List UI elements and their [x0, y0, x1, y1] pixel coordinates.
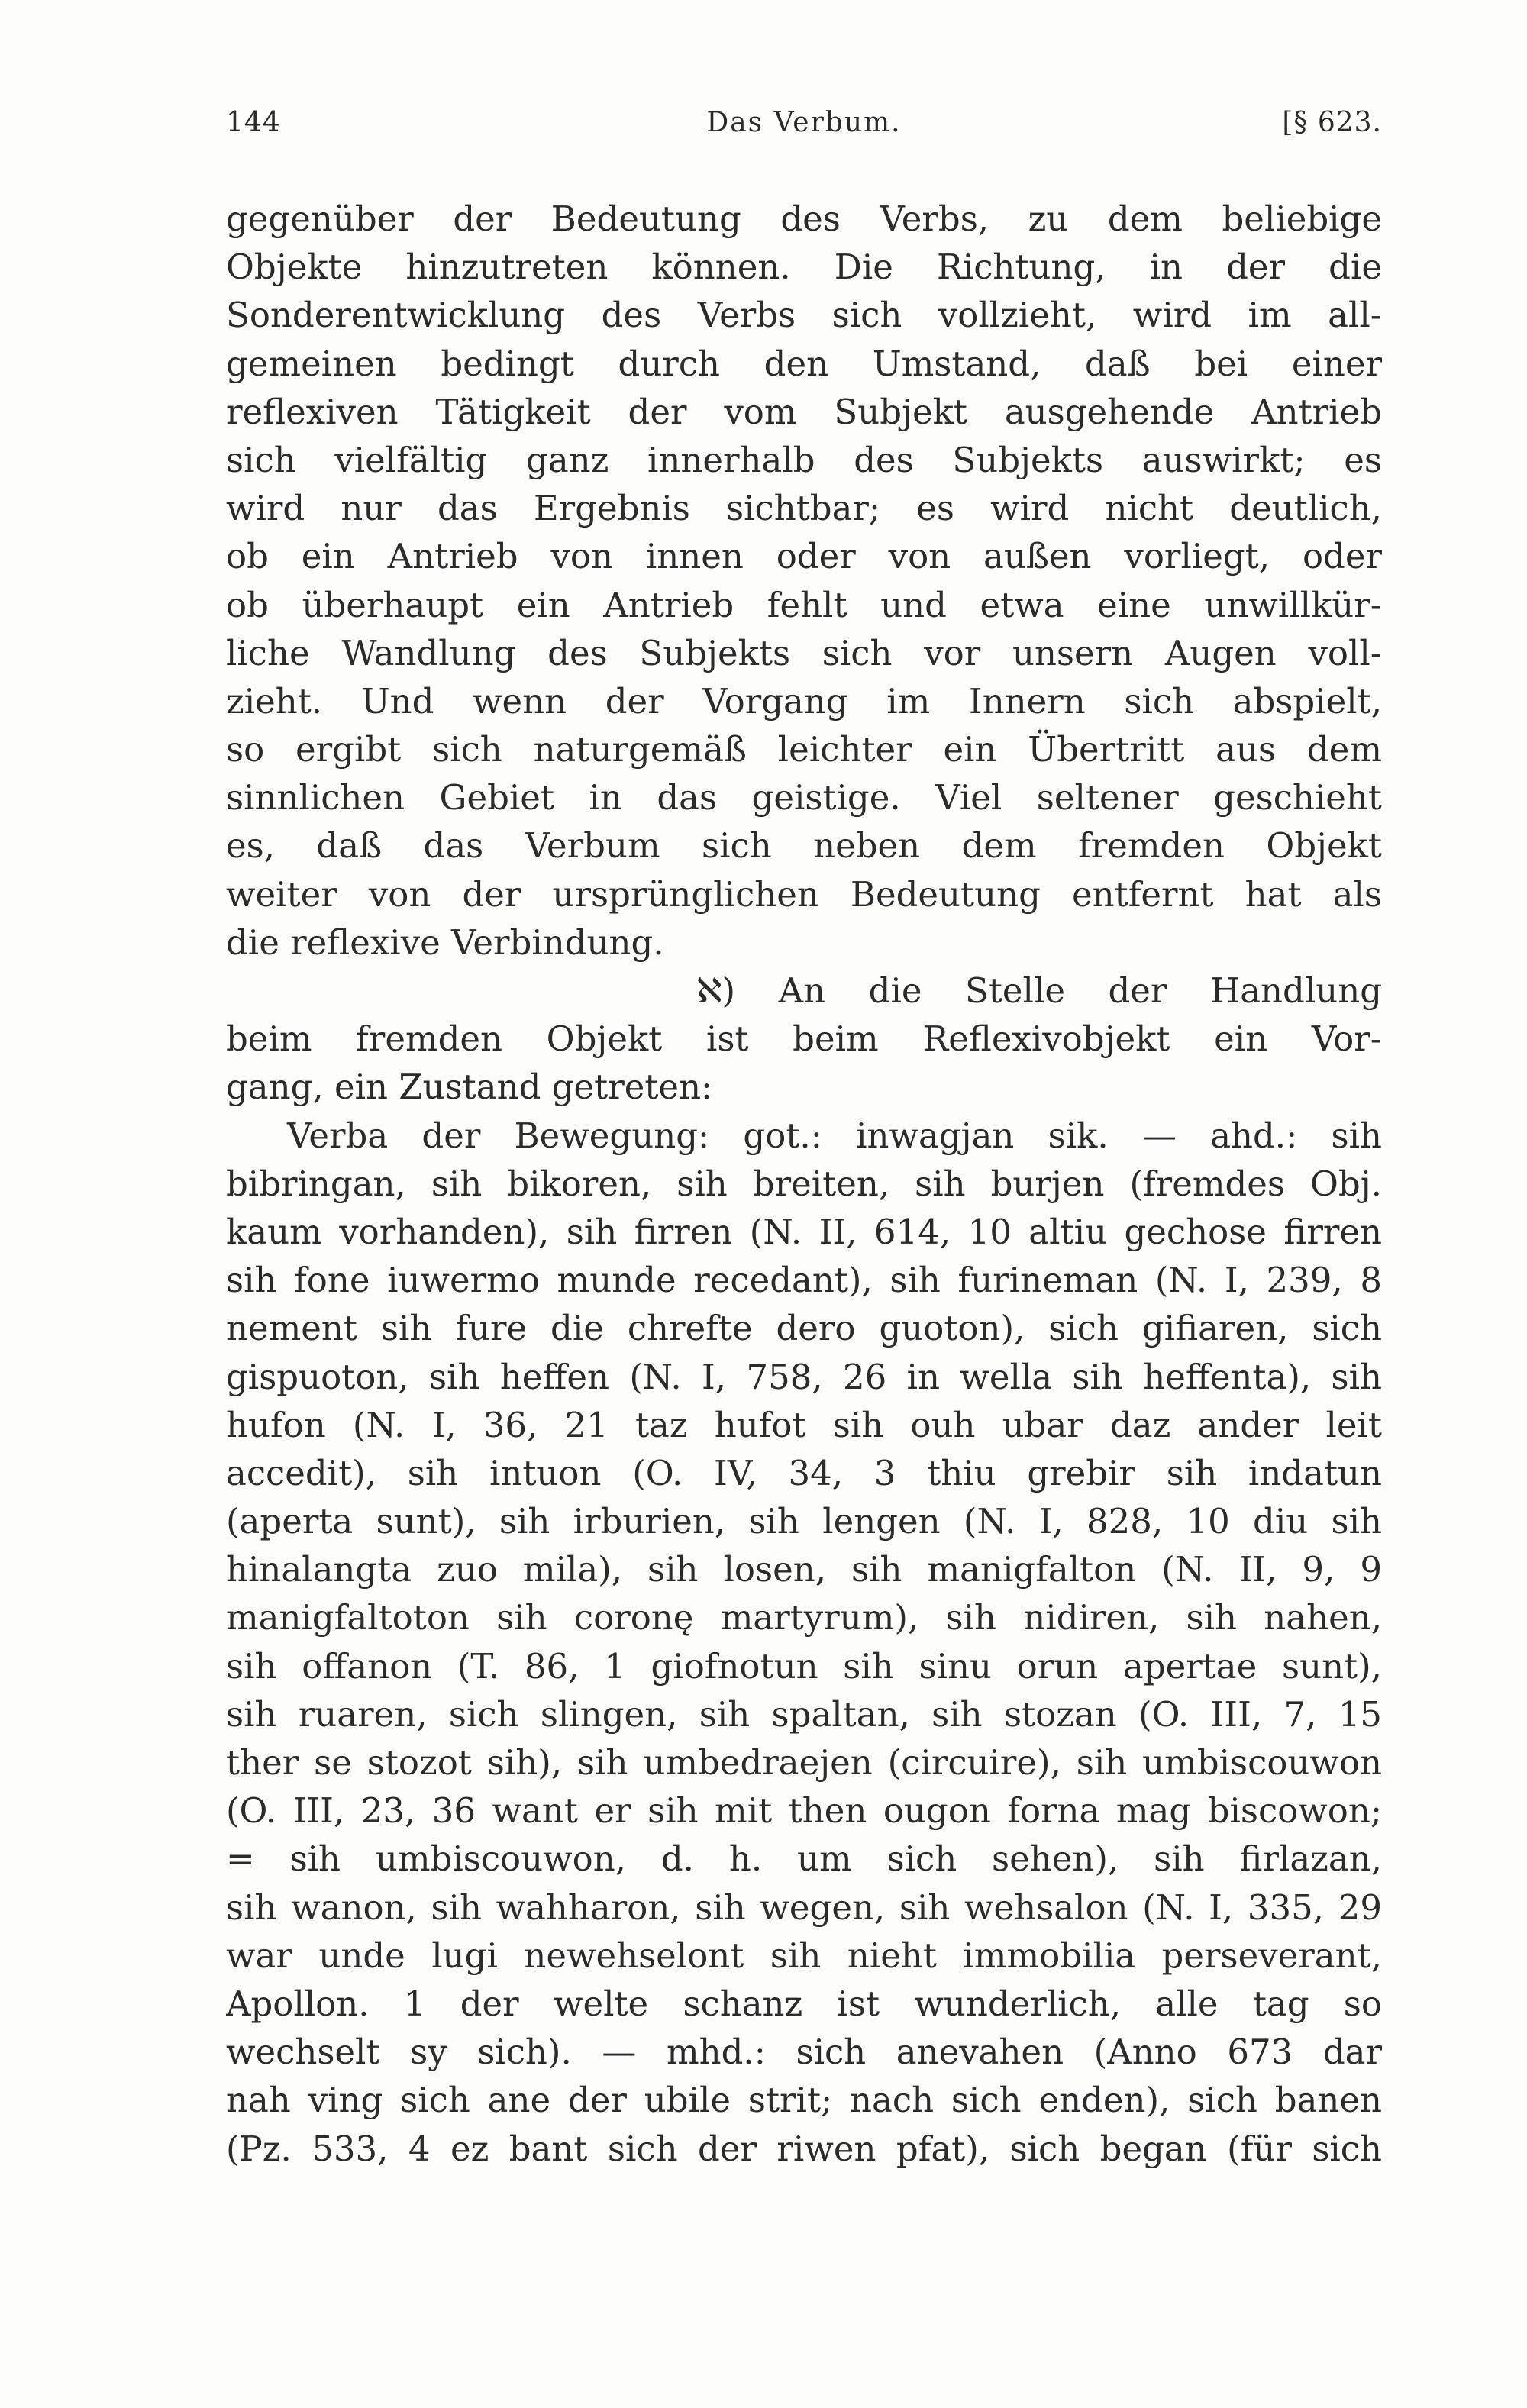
text-line: so ergibt sich naturgemäß leichter ein Übertritt aus dem	[226, 729, 1382, 770]
text-line: ther se stozot sih), sih umbedraejen (circuire), sih umbiscouwon	[226, 1742, 1382, 1783]
text-line: es, daß das Verbum sich neben dem fremden Objekt	[226, 825, 1382, 867]
text-line: Apollon. 1 der welte schanz ist wunderlich, alle tag so	[226, 1983, 1382, 2024]
section-number: [§ 623.	[1282, 107, 1382, 138]
text-line: sih ruaren, sich slingen, sih spaltan, sih stozan (O. III, 7, 15	[226, 1693, 1382, 1735]
text-line: ob ein Antrieb von innen oder von außen vorliegt, oder	[226, 536, 1382, 577]
text-line: (O. III, 23, 36 want er sih mit then ougon forna mag biscowon;	[226, 1790, 1382, 1832]
text-line: nah ving sich ane der ubile strit; nach sich enden), sich banen	[226, 2080, 1382, 2121]
text-line: gispuoton, sih heffen (N. I, 758, 26 in wella sih heffenta), sih	[226, 1356, 1382, 1397]
text-line: sih offanon (T. 86, 1 giofnotun sih sinu orun apertae sunt),	[226, 1645, 1382, 1687]
text-line: hufon (N. I, 36, 21 taz hufot sih ouh ubar daz ander leit	[226, 1404, 1382, 1445]
text-line: gegenüber der Bedeutung des Verbs, zu dem beliebige	[226, 199, 1382, 239]
text-line: sinnlichen Gebiet in das geistige. Viel seltener geschieht	[226, 777, 1382, 818]
text-line: war unde lugi newehselont sih nieht immobilia perseverant,	[226, 1935, 1382, 1976]
text-line: zieht. Und wenn der Vorgang im Innern sich abspielt,	[226, 680, 1382, 721]
text-line: (Pz. 533, 4 ez bant sich der riwen pfat), sich began (für sich	[226, 2128, 1382, 2169]
text-line: sih wanon, sih wahharon, sih wegen, sih wehsalon (N. I, 335, 29	[226, 1887, 1382, 1928]
text-line: sich vielfältig ganz innerhalb des Subjekts auswirkt; es	[226, 439, 1382, 480]
text-line: wechselt sy sich). — mhd.: sich anevahen (Anno 673 dar	[226, 2032, 1382, 2073]
body-text	[226, 195, 1382, 2173]
text-line: Verba der Bewegung: got.: inwagjan sik. — ahd.: sih	[287, 1115, 1382, 1156]
text-line: liche Wandlung des Subjekts sich vor unsern Augen voll-	[226, 632, 1382, 673]
text-line: ob überhaupt ein Antrieb fehlt und etwa eine unwillkür-	[226, 584, 1382, 625]
page-number: 144	[226, 107, 281, 138]
text-line: Sonderentwicklung des Verbs sich vollzieht, wird im all-	[226, 295, 1382, 336]
text-line: wird nur das Ergebnis sichtbar; es wird nicht deutlich,	[226, 488, 1382, 529]
text-line: Objekte hinzutreten können. Die Richtung, in der die	[226, 247, 1382, 288]
running-title: Das Verbum.	[706, 107, 902, 138]
text-line: nement sih fure die chrefte dero guoton), sich gifiaren, sich	[226, 1308, 1382, 1349]
text-line: gemeinen bedingt durch den Umstand, daß bei einer	[226, 343, 1382, 384]
text-line: = sih umbiscouwon, d. h. um sich sehen), sih firlazan,	[226, 1838, 1382, 1880]
text-line: sih fone iuwermo munde recedant), sih furineman (N. I, 239, 8	[226, 1260, 1382, 1301]
text-line: die reflexive Verbindung.	[226, 922, 664, 963]
page-header	[226, 107, 1382, 153]
text-line: manigfaltoton sih coronę martyrum), sih nidiren, sih nahen,	[226, 1597, 1382, 1638]
text-line: gang, ein Zustand getreten:	[226, 1067, 713, 1108]
text-line: bibringan, sih bikoren, sih breiten, sih burjen (fremdes Obj.	[226, 1163, 1382, 1204]
text-line: reflexiven Tätigkeit der vom Subjekt ausgehende Antrieb	[226, 391, 1382, 432]
text-line: beim fremden Objekt ist beim Reflexivobjekt ein Vor-	[226, 1018, 1382, 1060]
text-line: (aperta sunt), sih irburien, sih lengen (N. I, 828, 10 diu sih	[226, 1501, 1382, 1542]
text-line: accedit), sih intuon (O. IV, 34, 3 thiu grebir sih indatun	[226, 1452, 1382, 1493]
text-line: kaum vorhanden), sih firren (N. II, 614, 10 altiu gechose firren	[226, 1211, 1382, 1252]
text-line: hinalangta zuo mila), sih losen, sih manigfalton (N. II, 9, 9	[226, 1549, 1382, 1590]
text-line: weiter von der ursprünglichen Bedeutung entfernt hat als	[226, 873, 1382, 915]
subsection-heading-line: ℵ) An die Stelle der Handlung	[696, 970, 1382, 1011]
